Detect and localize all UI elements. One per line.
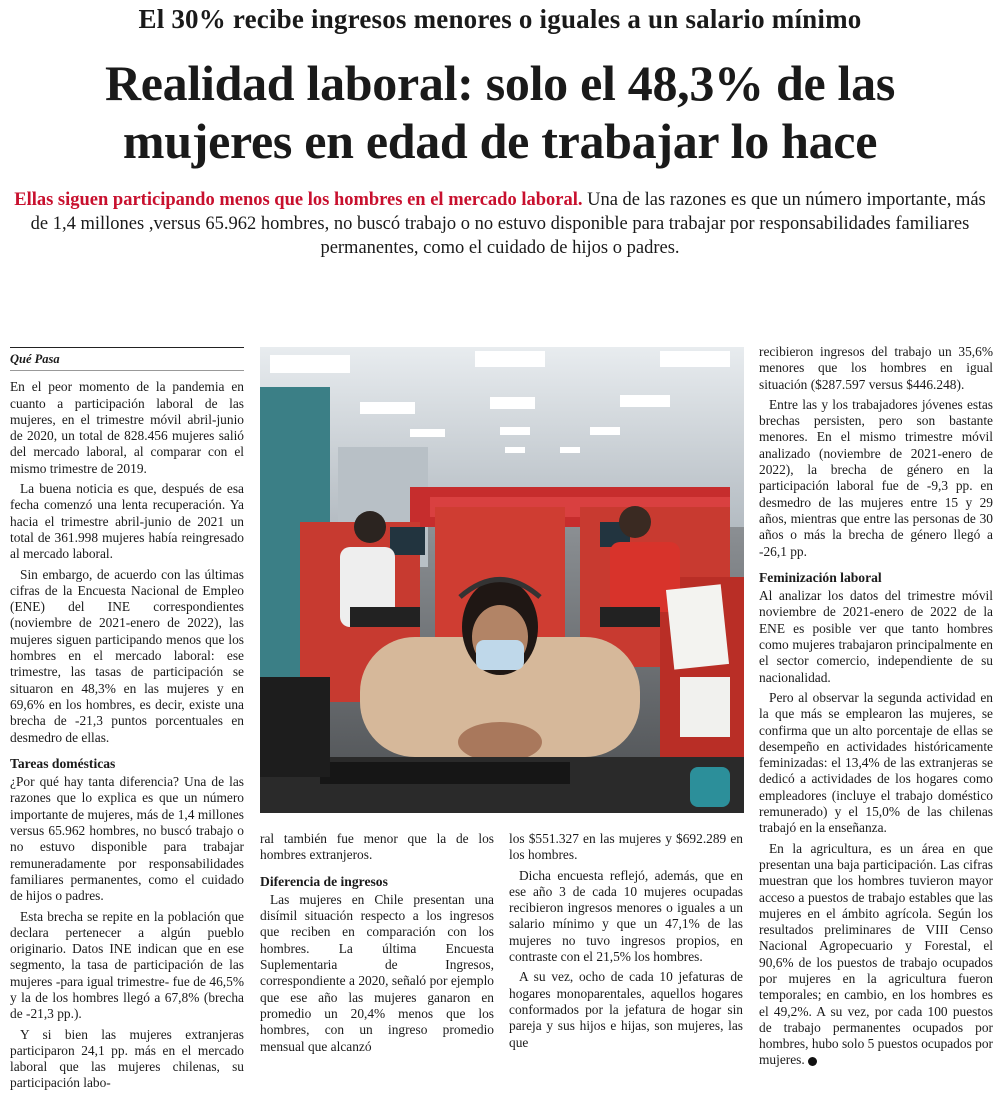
paragraph: Esta brecha se repite en la población que declara pertenecer a algún pueblo originario. Datos INE indican que en ese segmento, la tasa de participación de las mujeres -para igual trimestre- fue de 46,5% y la de los hombres llegó a 67,8% (brecha de -21,3 pp.). [10,908,244,1022]
paragraph [759,841,993,1069]
paragraph: A su vez, ocho de cada 10 jefaturas de hogares monoparentales, aquellos hogares conformados por la jefatura de hogar sin pareja y sus hijos e hijas, son mujeres, las que [509,969,743,1050]
paragraph: ¿Por qué hay tanta diferencia? Una de las razones que lo explica es que un número importante de mujeres, más de 1,4 millones versus 65.962 hombres, no buscó trabajo o no estuvo disponible para trabajar remuneradamente por responsabilidades familiares permanentes, como el cuidado de hijos o padres. [10,774,244,904]
column-3 [509,831,743,1055]
subheading-ingresos: Diferencia de ingresos [260,873,388,889]
column-2 [260,831,494,1059]
paragraph: La buena noticia es que, después de esa fecha comenzó una lenta recuperación. Ya hacia el trimestre abril-junio de 2021 un total de 361.998 mujeres había reingresado al mercado laboral. [10,481,244,562]
end-mark-icon [808,1057,817,1066]
lead-text: Una de las razones es que un número importante, más de 1,4 millones ,versus 65.962 hombres, no buscó trabajo o no estuvo disponible para trabajar por responsabilidades familiares permanentes, como el cuidado de hijos o padres. [30,190,986,258]
paragraph: Dicha encuesta reflejó, además, que en ese año 3 de cada 10 mujeres ocupadas recibieron ingresos menores o iguales a un salario mínimo y que un 47,1% de las mujeres no tuvo ingresos propios, en contraste con el 21,5% los hombres. [509,867,743,965]
section-label: Qué Pasa [10,347,244,371]
paragraph: Al analizar los datos del trimestre móvil noviembre de 2021-enero de 2022 de la ENE es posible ver que tanto hombres como mujeres trabajaron principalmente en el sector comercio, independiente de su nacionalidad. [759,588,993,685]
kicker: El 30% recibe ingresos menores o iguales a un salario mínimo [138,4,862,34]
paragraph: Y si bien las mujeres extranjeras participaron 24,1 pp. más en el mercado laboral que las mujeres chilenas, su participación labo- [10,1026,244,1091]
paragraph: En el peor momento de la pandemia en cuanto a participación laboral de las mujeres, en el trimestre móvil abril-junio de 2020, un total de 828.456 mujeres salió del mercado laboral, al comparar con el mismo trimestre de 2019. [10,379,244,476]
headline-line-2: mujeres en edad de trabajar lo hace [122,113,878,169]
paragraph: Las mujeres en Chile presentan una disímil situación respecto a los ingresos que reciben en comparación con los hombres. La última Encuesta Suplementaria de Ingresos, correspondiente a 2020, señaló por ejemplo que ese año las mujeres ganaron en promedio un 20,4% menos que los hombres, con un ingreso promedio mensual que alcanzó [260,891,494,1054]
paragraph: ral también fue menor que la de los hombres extranjeros. [260,831,494,863]
headline [0,54,1000,170]
subheading-tareas: Tareas domésticas [10,755,116,771]
paragraph: Pero al observar la segunda actividad en la que más se emplearon las mujeres, se confirma que un alto porcentaje de ellas se desempeño en actividades históricamente feminizadas: el 13,4% de las extranjeras se dedicó a actividades de los hogares como empleadores (incluye el trabajo doméstico remunerado) y el 15,0% de las chilenas trabajó en la enseñanza. [759,689,993,836]
paragraph: Sin embargo, de acuerdo con las últimas cifras de la Encuesta Nacional de Empleo (ENE) del INE correspondientes (noviembre de 2021-enero de 2022), las mujeres siguen participando menos que los hombres en el mercado laboral: ese trimestre, las tasas de participación se situaron en 48,3% en las mujeres y en 69,6% en los hombres, es decir, existe una brecha de -21,3 puntos porcentuales en desmedro de ellas. [10,566,244,745]
call-center-photo [260,347,744,813]
subheading-feminizacion: Feminización laboral [759,569,882,585]
lead-highlight: Ellas siguen participando menos que los hombres en el mercado laboral. [14,190,583,210]
column-4 [759,344,993,1073]
column-1 [10,347,244,1096]
paragraph: los $551.327 en las mujeres y $692.289 en los hombres. [509,831,743,863]
lead-paragraph [12,188,988,260]
headline-line-1: Realidad laboral: solo el 48,3% de las [104,55,896,111]
paragraph: Entre las y los trabajadores jóvenes estas brechas persisten, pero son bastante menores. En el mismo trimestre móvil analizado (noviembre de 2021-enero de 2022), la brecha de género en la participación laboral fue de -9,3 pp. en desmedro de las mujeres entre 15 y 29 años, mientras que entre las personas de 30 años o más la brecha de género llegó a -26,1 pp. [759,396,993,559]
paragraph-text: En la agricultura, es un área en que presentan una baja participación. Las cifras muestran que los hombres tuvieron mayor acceso a puestos de trabajo estables que las mujeres en el ámbito agrícola. Según los resultados preliminares de VIII Censo Nacional Agropecuario y Forestal, el 90,6% de los puestos de trabajo ocupados por mujeres en la agricultura fueron temporales; en cambio, en los hombres es el 49,2%. A su vez, por cada 100 puestos de trabajo permanentes ocupados por hombres, hubo solo 5 puestos ocupados por mujeres. [759,840,993,1068]
paragraph: recibieron ingresos del trabajo un 35,6% menores que los hombres en igual situación ($287.597 versus $446.248). [759,344,993,392]
